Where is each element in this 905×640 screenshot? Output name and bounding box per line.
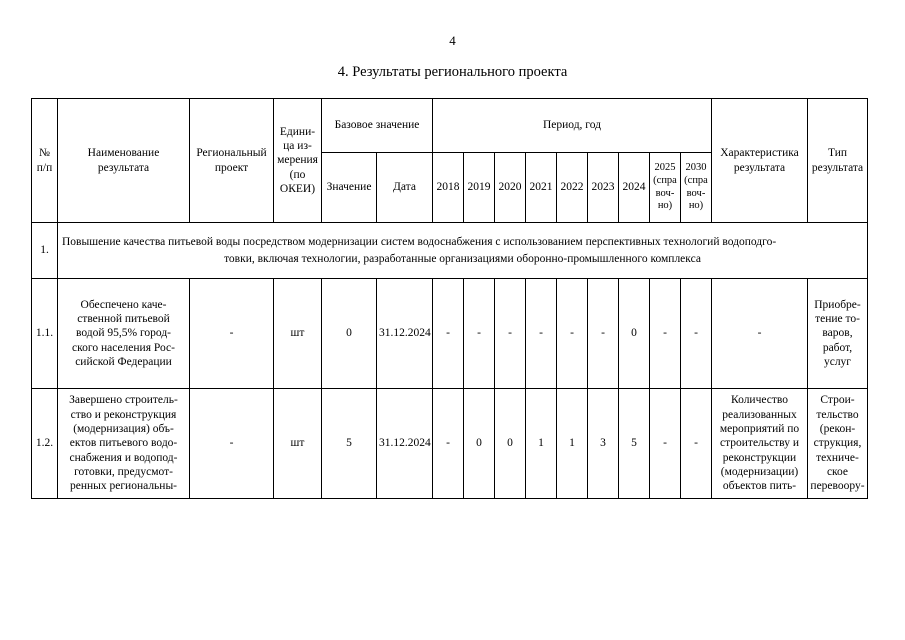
row-year-2030: - xyxy=(681,389,712,499)
header-year-2025-text: 2025 (спра воч- но) xyxy=(653,162,677,212)
page-number: 4 xyxy=(449,33,456,48)
row-name xyxy=(58,279,190,389)
row-num: 1.2. xyxy=(32,389,58,499)
row-unit: шт xyxy=(274,279,322,389)
row-year-value: 1 xyxy=(526,389,557,499)
row-type xyxy=(808,389,868,499)
section-heading-line2: товки, включая технологии, разработанные организациями оборонно-промышленного комплекса xyxy=(224,252,701,265)
header-year-2025 xyxy=(650,153,681,223)
header-year-2030-text: 2030 (спра воч- но) xyxy=(684,162,708,212)
row-num: 1.1. xyxy=(32,279,58,389)
section-heading xyxy=(58,223,868,279)
header-type-text: Тип результата xyxy=(811,147,864,174)
section-heading-line1: Повышение качества питьевой воды посредством модернизации систем водоснабжения с использованием перспективных технологий водоподго- xyxy=(62,235,777,248)
row-year-value: 5 xyxy=(619,389,650,499)
row-type-text: Приобре- тение то- варов, работ, услуг xyxy=(814,298,861,369)
row-year-value: 0 xyxy=(495,389,526,499)
header-base-value: Значение xyxy=(322,153,377,223)
row-base-value: 5 xyxy=(322,389,377,499)
header-characteristic xyxy=(712,99,808,223)
row-name-text: Завершено строитель- ство и реконструкция (модернизация) объ- ектов питьевого водо- снабжения и водопод- готовки, предусмот- ренных региональны- xyxy=(69,394,178,493)
row-year-value: - xyxy=(464,279,495,389)
row-base-date: 31.12.2024 xyxy=(377,279,433,389)
header-period: Период, год xyxy=(433,99,712,153)
header-unit xyxy=(274,99,322,223)
row-type xyxy=(808,279,868,389)
header-num xyxy=(32,99,58,223)
row-year-value: 0 xyxy=(619,279,650,389)
row-unit: шт xyxy=(274,389,322,499)
row-year-value: 1 xyxy=(557,389,588,499)
row-project: - xyxy=(190,279,274,389)
row-year-value: 3 xyxy=(588,389,619,499)
row-name-text: Обеспечено каче- ственной питьевой водой 95,5% город- ского населения Рос- сийской Федерации xyxy=(72,298,175,369)
header-year: 2022 xyxy=(557,153,588,223)
header-unit-text: Едини- ца из- мерения (по ОКЕИ) xyxy=(277,125,318,196)
row-project: - xyxy=(190,389,274,499)
row-year-2025: - xyxy=(650,389,681,499)
header-type xyxy=(808,99,868,223)
row-type-text: Строи- тельство (рекон- струкция, техниче- ское перевоору- xyxy=(810,394,865,493)
header-year: 2021 xyxy=(526,153,557,223)
row-year-value: - xyxy=(433,279,464,389)
row-year-value: - xyxy=(526,279,557,389)
row-year-value: - xyxy=(588,279,619,389)
table-row xyxy=(32,389,868,499)
row-characteristic xyxy=(712,389,808,499)
header-name-text: Наименование результата xyxy=(87,147,160,174)
results-table xyxy=(31,98,868,499)
header-name xyxy=(58,99,190,223)
row-base-date: 31.12.2024 xyxy=(377,389,433,499)
row-year-value: - xyxy=(557,279,588,389)
row-characteristic-text: Количество реализованных мероприятий по строительству и реконструкции (модернизации) объектов пить- xyxy=(719,394,800,493)
header-project-text: Региональный проект xyxy=(196,147,267,174)
header-num-text: № п/п xyxy=(36,147,53,174)
row-year-value: - xyxy=(433,389,464,499)
row-year-2025: - xyxy=(650,279,681,389)
row-year-value: - xyxy=(495,279,526,389)
section-num: 1. xyxy=(32,223,58,279)
row-characteristic: - xyxy=(712,279,808,389)
header-year-2030 xyxy=(681,153,712,223)
header-year: 2019 xyxy=(464,153,495,223)
header-year: 2020 xyxy=(495,153,526,223)
header-year: 2018 xyxy=(433,153,464,223)
header-characteristic-text: Характеристика результата xyxy=(720,147,799,174)
header-base: Базовое значение xyxy=(322,99,433,153)
header-year: 2023 xyxy=(588,153,619,223)
row-base-value: 0 xyxy=(322,279,377,389)
header-year: 2024 xyxy=(619,153,650,223)
row-year-value: 0 xyxy=(464,389,495,499)
row-year-2030: - xyxy=(681,279,712,389)
header-base-date: Дата xyxy=(377,153,433,223)
row-name xyxy=(58,389,190,499)
header-project xyxy=(190,99,274,223)
table-row xyxy=(32,279,868,389)
section-title: 4. Результаты регионального проекта xyxy=(337,64,568,80)
